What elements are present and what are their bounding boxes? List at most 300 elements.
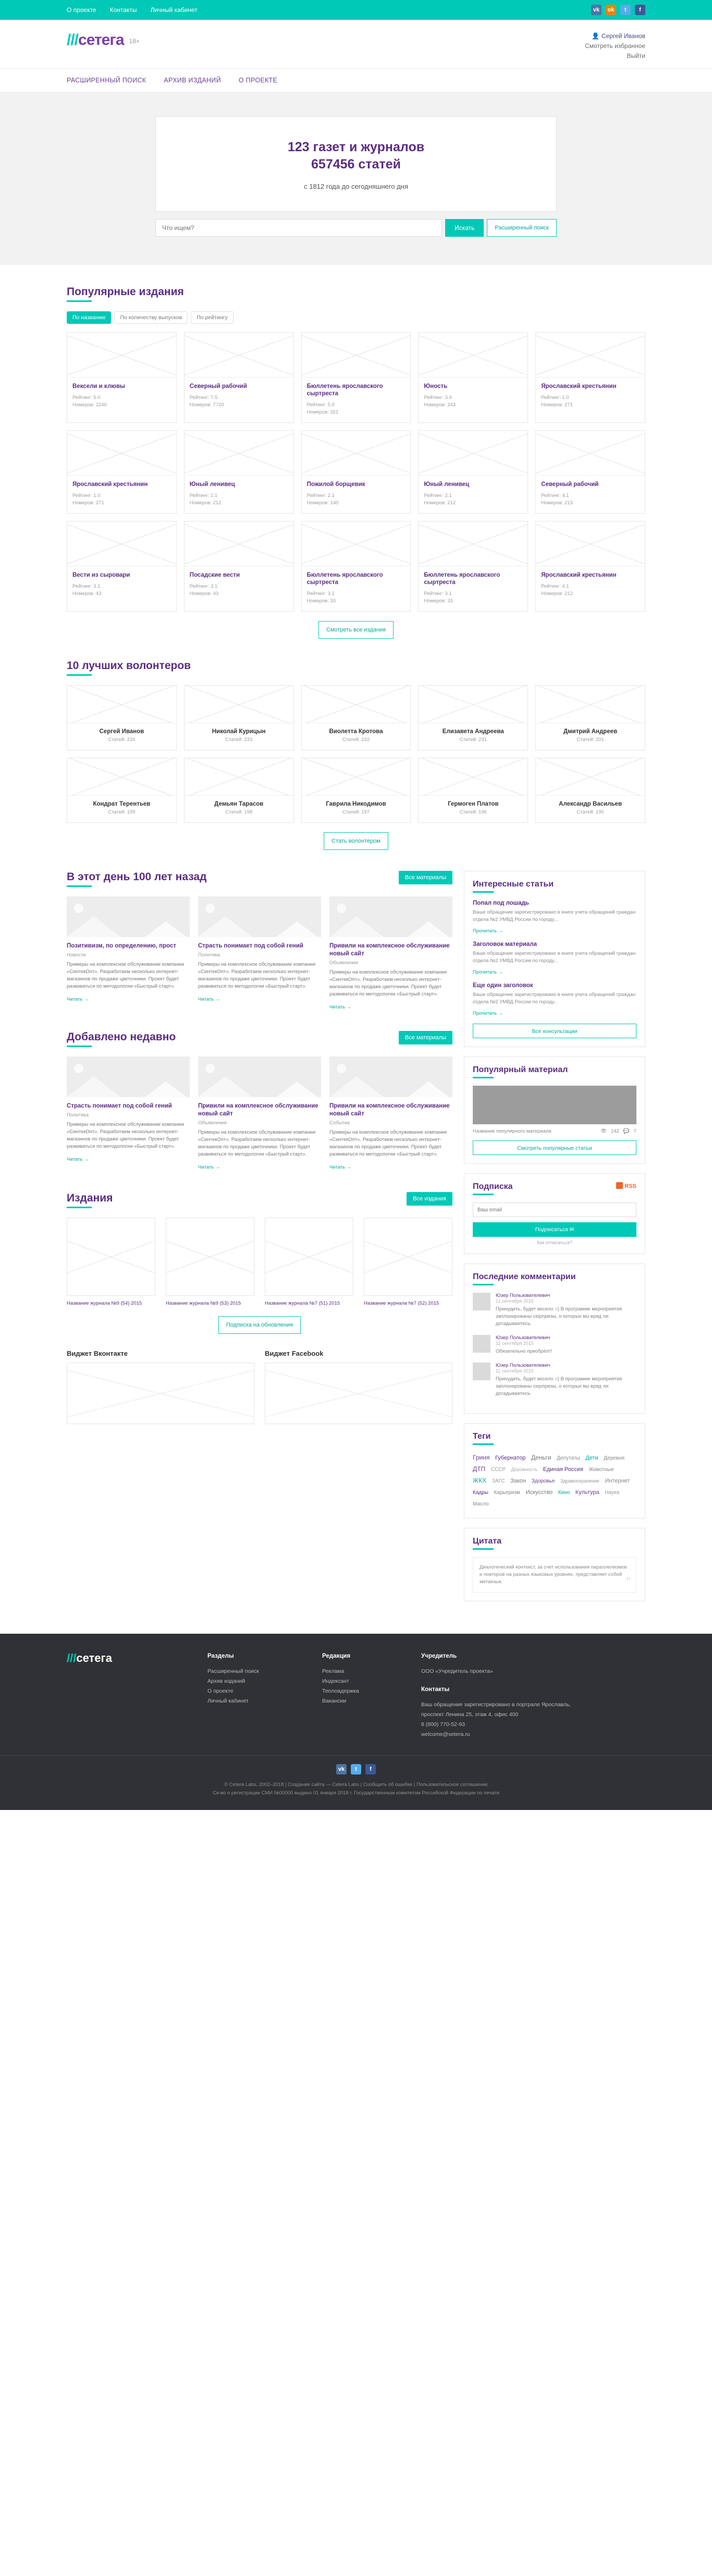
editions-more-button[interactable]: Все издания [407, 1192, 452, 1206]
popular-material-meta [473, 1128, 636, 1134]
volunteer-stat: Статей: 201 [576, 737, 604, 743]
edition-issues: Номеров: 33 [306, 598, 336, 604]
footer-link-advanced-search[interactable]: Расширенный поиск [207, 1668, 259, 1674]
news-card[interactable] [198, 1056, 321, 1170]
tag-link[interactable]: Губернатор [495, 1455, 526, 1461]
top-bar-social [591, 5, 645, 15]
comment-date: 11 сентября 2015 [496, 1341, 534, 1346]
footer-email[interactable]: welcome@setera.ru [421, 1731, 470, 1737]
footer-legal: Св-во о регистрации СМИ №00000 выдано 01 января 2018 г. Государственным комитетом Российской Федерации по печати [213, 1790, 499, 1796]
edition-title: Посадские вести [189, 572, 240, 578]
mountain-icon [67, 916, 121, 937]
title-underline [473, 1443, 494, 1445]
comment-text: Обязательно приобрёл!! [496, 1348, 552, 1354]
age-badge: 18+ [129, 38, 140, 45]
twitter-icon[interactable]: t [620, 5, 631, 15]
search-input[interactable] [155, 219, 442, 237]
volunteer-stat: Статей: 199 [108, 809, 136, 815]
edition-issues: Номеров: 212 [424, 500, 456, 506]
edition-thumbnail [302, 333, 411, 378]
footer-link-indexant[interactable]: Индексант [322, 1678, 349, 1684]
edition-thumbnail [536, 521, 645, 566]
news-read-more[interactable]: Читать → [329, 1004, 352, 1010]
edition-cover [364, 1218, 452, 1296]
site-footer [0, 1634, 712, 1810]
news-image [198, 896, 321, 937]
recently-added-more-button[interactable]: Все материалы [399, 1031, 452, 1044]
content-columns [67, 850, 645, 1611]
edition-thumbnail [536, 333, 645, 378]
volunteer-card[interactable] [535, 685, 645, 750]
tag-link[interactable]: Искусство [525, 1489, 553, 1496]
user-name-label: Сергей Иванов [601, 32, 645, 40]
article-read-link[interactable]: Прочитать → [473, 928, 504, 934]
footer-link-account[interactable]: Личный кабинет [207, 1698, 249, 1704]
facebook-widget-title: Виджет Facebook [265, 1350, 324, 1357]
edition-caption: Название журнала №7 (51) 2015 [265, 1301, 340, 1306]
quote-content [473, 1557, 636, 1593]
latest-comments-title: Последние комментарии [473, 1272, 576, 1281]
article-text: Ваше обращение зарегистрировано в книге учета обращений граждан отдела №2 УМВД России по городу... [473, 992, 636, 1005]
hero-headline [156, 139, 556, 173]
popular-editions-tabs [67, 311, 645, 324]
avatar [473, 1363, 490, 1380]
footer-bottom [0, 1755, 712, 1810]
logout-link[interactable]: Выйти [627, 52, 645, 59]
sidebar [464, 871, 645, 1611]
edition-card[interactable] [418, 332, 528, 423]
mountain-icon [67, 1076, 121, 1097]
edition-thumbnail [185, 333, 293, 378]
tag-link[interactable]: Депутаты [557, 1455, 580, 1461]
edition-cover [166, 1218, 254, 1296]
edition-rating: Рейтинг: 4.1 [541, 584, 569, 589]
volunteer-card[interactable] [184, 685, 294, 750]
tag-link[interactable]: Кадры [473, 1490, 488, 1496]
title-underline [67, 1046, 92, 1047]
edition-rating: Рейтинг: 3.4 [424, 395, 452, 400]
edition-rating: Рейтинг: 3.1 [189, 584, 218, 589]
facebook-icon[interactable]: f [635, 5, 645, 15]
tag-link[interactable]: Наука [605, 1490, 620, 1496]
volunteer-avatar [185, 686, 293, 723]
edition-rating: Рейтинг: 2.1 [306, 493, 335, 499]
edition-card[interactable] [184, 521, 294, 612]
tab-by-issues[interactable]: По количеству выпусков [114, 311, 188, 324]
subscribe-updates-button[interactable]: Подписка на обновления [218, 1316, 301, 1334]
news-read-more[interactable]: Читать → [67, 1157, 89, 1162]
editions-section [67, 1192, 452, 1334]
mountain-icon [329, 1076, 384, 1097]
edition-rating: Рейтинг: 2.1 [189, 493, 218, 499]
footer-link-vacancies[interactable]: Вакансии [322, 1698, 347, 1704]
edition-card[interactable] [418, 430, 528, 514]
tag-link[interactable]: Масло [473, 1501, 489, 1507]
volunteer-avatar [67, 686, 176, 723]
edition-thumbnail [419, 333, 527, 378]
comments-icon: 💬 [623, 1128, 630, 1134]
tag-link[interactable]: СССР [490, 1467, 506, 1473]
mountain-icon [329, 916, 384, 937]
ok-icon[interactable]: ok [606, 5, 616, 15]
subscribe-input-row [473, 1202, 636, 1217]
edition-title: Бюллетень ярославского сыртреста [306, 572, 383, 586]
edition-issues: Номеров: 140 [306, 500, 339, 506]
news-read-more[interactable]: Читать → [198, 997, 220, 1002]
social-widgets [67, 1350, 452, 1424]
interesting-article[interactable] [473, 900, 636, 934]
edition-card[interactable] [535, 430, 645, 514]
footer-link-support[interactable]: Теплоадержка [322, 1688, 359, 1694]
article-read-link[interactable]: Прочитать → [473, 969, 504, 975]
volunteer-avatar [419, 686, 527, 723]
tab-by-rating[interactable]: По рейтингу [191, 311, 233, 324]
comment-date: 11 сентября 2015 [496, 1368, 534, 1374]
tag-link[interactable]: Деревня [604, 1455, 625, 1461]
footer-copyright: © Cetera Labs, 2002–2018 | Создание сайта — Cetera Labs | Сообщить об ошибке | Пользовательское соглашение [224, 1782, 488, 1788]
vk-icon[interactable]: vk [591, 5, 601, 15]
popular-editions-title: Популярные издания [67, 286, 184, 298]
edition-thumbnail [419, 521, 527, 566]
edition-thumbnail [536, 431, 645, 476]
quote-text: Диалогический контекст, за счет использования параллелизмов и повторов на разных языковых уровнях, представляет собой метаязык. [480, 1564, 627, 1585]
hero-subtitle: с 1812 года до сегодняшнего дня [304, 183, 408, 190]
topbar-link-about[interactable]: О проекте [67, 6, 96, 14]
interesting-article[interactable] [473, 982, 636, 1016]
user-name-link[interactable] [585, 31, 645, 41]
footer-logo[interactable] [67, 1651, 187, 1740]
vk-icon[interactable]: vk [336, 1764, 347, 1775]
search-button[interactable]: Искать [445, 219, 484, 237]
volunteer-card[interactable] [67, 758, 177, 823]
news-image [198, 1056, 321, 1097]
sun-icon [337, 1064, 346, 1073]
logo-text [67, 31, 124, 49]
footer-link-archive[interactable]: Архив изданий [207, 1678, 245, 1684]
comments-count: 7 [633, 1128, 636, 1134]
footer-social [67, 1764, 645, 1775]
hero-line-1: 123 газет и журналов [287, 140, 425, 154]
tag-link[interactable]: ЗАГС [492, 1478, 505, 1484]
edition-card[interactable] [184, 332, 294, 423]
unsubscribe-link[interactable]: Как отписаться? [536, 1240, 572, 1245]
comment-item[interactable] [473, 1363, 636, 1398]
hero-stats-box [155, 116, 557, 212]
volunteer-name: Сергей Иванов [99, 728, 144, 735]
popular-material-image[interactable] [473, 1086, 636, 1124]
interesting-article[interactable] [473, 941, 636, 975]
popular-material-name[interactable]: Название популярного материала [473, 1128, 551, 1134]
article-title: Попал под лошадь [473, 900, 529, 906]
article-read-link[interactable]: Прочитать → [473, 1011, 504, 1016]
edition-title: Вести из сыровари [72, 572, 130, 578]
footer-logo-word: сетега [76, 1651, 112, 1664]
edition-card[interactable] [535, 521, 645, 612]
mountain-icon [198, 1076, 252, 1097]
vk-widget-placeholder[interactable] [67, 1363, 254, 1424]
nav-about[interactable]: О ПРОЕКТЕ [238, 77, 278, 84]
volunteer-card[interactable] [301, 758, 411, 823]
hero-section [0, 92, 712, 265]
news-card[interactable] [198, 896, 321, 1010]
edition-issues: Номеров: 271 [72, 500, 104, 506]
news-category: Политика [67, 1112, 89, 1118]
edition-thumbnail [67, 431, 176, 476]
hundred-years-grid [67, 896, 452, 1010]
edition-title: Юность [424, 383, 448, 390]
edition-rating: Рейтинг: 7.5 [189, 395, 218, 400]
news-title: Привили на комплексное обслуживание новый сайт [329, 943, 450, 957]
tag-link[interactable]: Единая Россия [543, 1466, 583, 1473]
edition-item[interactable] [67, 1218, 155, 1307]
tag-link[interactable]: Интернет [605, 1478, 630, 1484]
edition-caption: Название журнала №9 (53) 2015 [166, 1301, 241, 1306]
edition-item[interactable] [265, 1218, 353, 1307]
sun-icon [74, 904, 83, 913]
tag-link[interactable]: Здравоохранение [560, 1478, 599, 1484]
news-text: Примеры на комплексное обслуживание компании «СинтекОпт». Разработаем несколько интернет-магазинов по продаже цветочники. Проект будет развиваться по методологии «Быстрый старт». [329, 1129, 447, 1157]
vk-widget-title: Виджет Вконтакте [67, 1350, 128, 1357]
quote-box [464, 1528, 645, 1601]
edition-title: Юный ленивец [424, 481, 470, 488]
volunteer-stat: Статей: 231 [459, 737, 487, 743]
nav-advanced-search[interactable]: РАСШИРЕННЫЙ ПОИСК [67, 77, 146, 84]
edition-cover [67, 1218, 155, 1296]
show-all-editions-button[interactable]: Смотреть все издания [318, 621, 394, 639]
edition-card[interactable] [67, 332, 177, 423]
volunteer-card[interactable] [301, 685, 411, 750]
volunteer-stat: Статей: 234 [108, 737, 136, 743]
news-title: Позитивизм, по определению, прост [67, 943, 176, 949]
comment-author: Юзер Пользователевич [496, 1363, 550, 1368]
edition-card[interactable] [67, 430, 177, 514]
hero-line-2: 657456 статей [311, 157, 401, 172]
volunteer-avatar [536, 758, 645, 796]
edition-item[interactable] [166, 1218, 254, 1307]
edition-rating: Рейтинг: 3.1 [72, 584, 101, 589]
header-user-area [585, 31, 645, 61]
topbar-link-contacts[interactable]: Контакты [109, 6, 137, 14]
footer-link-about[interactable]: О проекте [207, 1688, 234, 1694]
volunteer-card[interactable] [184, 758, 294, 823]
edition-title: Ярославский крестьянин [541, 383, 617, 390]
footer-logo-slashes: /// [67, 1651, 77, 1664]
volunteers-grid [67, 685, 645, 823]
edition-card[interactable] [67, 521, 177, 612]
edition-card[interactable] [301, 521, 411, 612]
volunteers-more-row [67, 832, 645, 850]
edition-issues: Номеров: 7720 [189, 402, 224, 408]
edition-title: Вексели и клювы [72, 383, 125, 390]
top-bar [0, 0, 712, 20]
comment-text: Принудить, будет весело =) В программе мероприятия заплонированы сюрпризы, о которых вы вряд ли догадываетесь. [496, 1306, 622, 1327]
latest-comments-box [464, 1263, 645, 1414]
rss-label: RSS [624, 1183, 636, 1189]
hundred-years-more-button[interactable]: Все материалы [399, 871, 452, 884]
volunteer-name: Александр Васильев [559, 801, 622, 807]
news-card[interactable] [329, 896, 452, 1010]
edition-issues: Номеров: 271 [541, 402, 573, 408]
volunteer-name: Виолетта Кротова [329, 728, 383, 735]
facebook-widget-placeholder[interactable] [265, 1363, 452, 1424]
edition-card[interactable] [301, 430, 411, 514]
footer-contacts-title: Контакты [421, 1686, 450, 1693]
volunteer-name: Кондрат Терентьев [93, 801, 151, 807]
editions-title: Издания [67, 1192, 113, 1204]
all-consultations-button[interactable]: Все консультации [473, 1024, 636, 1038]
tag-link[interactable]: Деньги [531, 1454, 551, 1461]
comment-item[interactable] [473, 1293, 636, 1328]
subscribe-title: Подписка [473, 1182, 513, 1191]
volunteer-card[interactable] [67, 685, 177, 750]
advanced-search-button[interactable]: Расширенный поиск [487, 219, 557, 237]
comment-author: Юзер Пользователевич [496, 1293, 550, 1298]
edition-rating: Рейтинг: 5.0 [306, 402, 335, 408]
popular-editions-more-row [67, 621, 645, 639]
avatar [473, 1335, 490, 1353]
news-text: Примеры на комплексное обслуживание компании «СинтекОпт». Разработаем несколько интернет-магазинов по продаже цветочники. Проект будет развиваться по методологии «Быстрый старт». [67, 962, 185, 989]
vk-widget [67, 1350, 254, 1424]
edition-thumbnail [67, 333, 176, 378]
email-field[interactable] [473, 1202, 636, 1217]
tab-by-name[interactable]: По названию [67, 311, 111, 324]
footer-col-title: Учредитель [421, 1653, 457, 1659]
volunteers-title: 10 лучших волонтеров [67, 660, 191, 672]
tag-link[interactable]: Гриня [473, 1454, 490, 1461]
edition-card[interactable] [184, 430, 294, 514]
news-image [67, 1056, 190, 1097]
volunteer-card[interactable] [535, 758, 645, 823]
volunteer-card[interactable] [418, 758, 528, 823]
title-underline [67, 674, 92, 676]
volunteer-avatar [536, 686, 645, 723]
volunteers-section [67, 639, 645, 850]
mountain-icon [145, 1082, 187, 1097]
edition-title: Пожилой борщевик [306, 481, 365, 488]
tag-link[interactable]: Животные [588, 1467, 614, 1473]
edition-issues: Номеров: 213 [541, 500, 573, 506]
edition-title: Ярославский крестьянин [72, 481, 148, 488]
logo-word: сетега [78, 31, 124, 48]
volunteer-card[interactable] [418, 685, 528, 750]
subscribe-box [464, 1173, 645, 1254]
tag-link[interactable]: Закон [510, 1478, 526, 1484]
tag-link[interactable]: Здоровье [531, 1478, 555, 1484]
hero-search-row [155, 219, 557, 237]
footer-link-advertising[interactable]: Реклама [322, 1668, 345, 1674]
news-card[interactable] [329, 1056, 452, 1170]
news-card[interactable] [67, 1056, 190, 1170]
edition-title: Северный рабочий [189, 383, 247, 390]
avatar [473, 1293, 490, 1310]
popular-editions-section [67, 265, 645, 639]
tag-link[interactable]: ЖКХ [473, 1477, 487, 1484]
comment-item[interactable] [473, 1335, 636, 1355]
hundred-years-title: В этот день 100 лет назад [67, 871, 207, 883]
become-volunteer-button[interactable]: Стать волонтером [324, 832, 388, 850]
news-text: Примеры на комплексное обслуживание компании «СинтекОпт». Разработаем несколько интернет-магазинов по продаже цветочники. Проект будет развиваться по методологии «Быстрый старт». [67, 1122, 185, 1149]
logo[interactable] [67, 31, 140, 49]
sun-icon [205, 904, 215, 913]
site-header [0, 20, 712, 68]
edition-card[interactable] [301, 332, 411, 423]
news-category: Объявления [329, 960, 358, 966]
news-read-more[interactable]: Читать → [329, 1164, 352, 1170]
edition-title: Северный рабочий [541, 481, 599, 488]
edition-item[interactable] [364, 1218, 452, 1307]
topbar-link-account[interactable]: Личный кабинет [150, 6, 198, 14]
facebook-icon[interactable]: f [365, 1764, 376, 1775]
footer-address: Ваш обращение зарегистрировано в портрале Ярославль, проспект Ленина 25, этаж 4, офис 400 [421, 1702, 571, 1718]
views-icon: 👁 [600, 1128, 607, 1134]
volunteer-stat: Статей: 195 [576, 809, 604, 815]
edition-thumbnail [302, 431, 411, 476]
tag-link[interactable]: Карьеризм [494, 1490, 520, 1496]
rss-icon[interactable] [616, 1182, 636, 1189]
top-bar-links [67, 6, 198, 14]
mountain-icon [145, 921, 187, 937]
news-title: Страсть понимает под собой гений [67, 1103, 172, 1109]
edition-card[interactable] [535, 332, 645, 423]
edition-rating: Рейтинг: 3.1 [424, 591, 452, 597]
news-category: Объявления [198, 1120, 227, 1126]
news-category: Политика [198, 952, 220, 958]
mountain-icon [276, 921, 318, 937]
mountain-icon [408, 921, 449, 937]
edition-cover [265, 1218, 353, 1296]
popular-editions-grid [67, 332, 645, 612]
twitter-icon[interactable]: t [351, 1764, 361, 1775]
news-card[interactable] [67, 896, 190, 1010]
edition-issues: Номеров: 212 [541, 591, 573, 597]
nav-archive[interactable]: АРХИВ ИЗДАНИЙ [164, 77, 221, 84]
news-read-more[interactable]: Читать → [198, 1164, 220, 1170]
editions-subscribe-row [67, 1316, 452, 1334]
news-image [67, 896, 190, 937]
tag-link[interactable]: Кино [558, 1490, 570, 1496]
volunteer-stat: Статей: 196 [459, 809, 487, 815]
recently-added-grid [67, 1056, 452, 1170]
footer-founder-name: ООО «Учредитель проекта» [421, 1668, 493, 1674]
subscribe-button[interactable]: Подписаться ✉ [473, 1222, 636, 1237]
edition-title: Бюллетень ярославского сыртреста [306, 383, 383, 397]
volunteer-avatar [302, 758, 411, 796]
volunteer-name: Гермоген Платов [448, 801, 499, 807]
see-popular-articles-button[interactable]: Смотреть популярные статьи [473, 1140, 636, 1155]
sun-icon [337, 904, 346, 913]
favorites-link[interactable]: Смотреть избранное [585, 42, 645, 50]
tag-link[interactable]: Дорожность [511, 1467, 538, 1472]
tag-link[interactable]: Культура [575, 1489, 599, 1496]
news-read-more[interactable]: Читать → [67, 997, 89, 1002]
recently-added-title: Добавлено недавно [67, 1031, 176, 1043]
tags-box [464, 1423, 645, 1518]
news-image [329, 896, 452, 937]
comment-text: Принудить, будет весело =) В программе мероприятия заплонированы сюрпризы, о которых вы вряд ли догадываетесь. [496, 1376, 622, 1396]
edition-card[interactable] [418, 521, 528, 612]
tag-link[interactable]: ДТП [473, 1465, 486, 1473]
edition-issues: Номеров: 43 [189, 591, 219, 597]
edition-rating: Рейтинг: 4.1 [541, 493, 569, 499]
quote-title: Цитата [473, 1537, 501, 1546]
edition-issues: Номеров: 243 [424, 402, 456, 408]
tag-link[interactable]: Дети [585, 1455, 598, 1461]
footer-col-title: Разделы [207, 1653, 234, 1659]
volunteer-avatar [302, 686, 411, 723]
volunteer-name: Дмитрий Андреев [563, 728, 618, 735]
edition-title: Юный ленивец [189, 481, 235, 488]
footer-col-sections [207, 1651, 301, 1740]
